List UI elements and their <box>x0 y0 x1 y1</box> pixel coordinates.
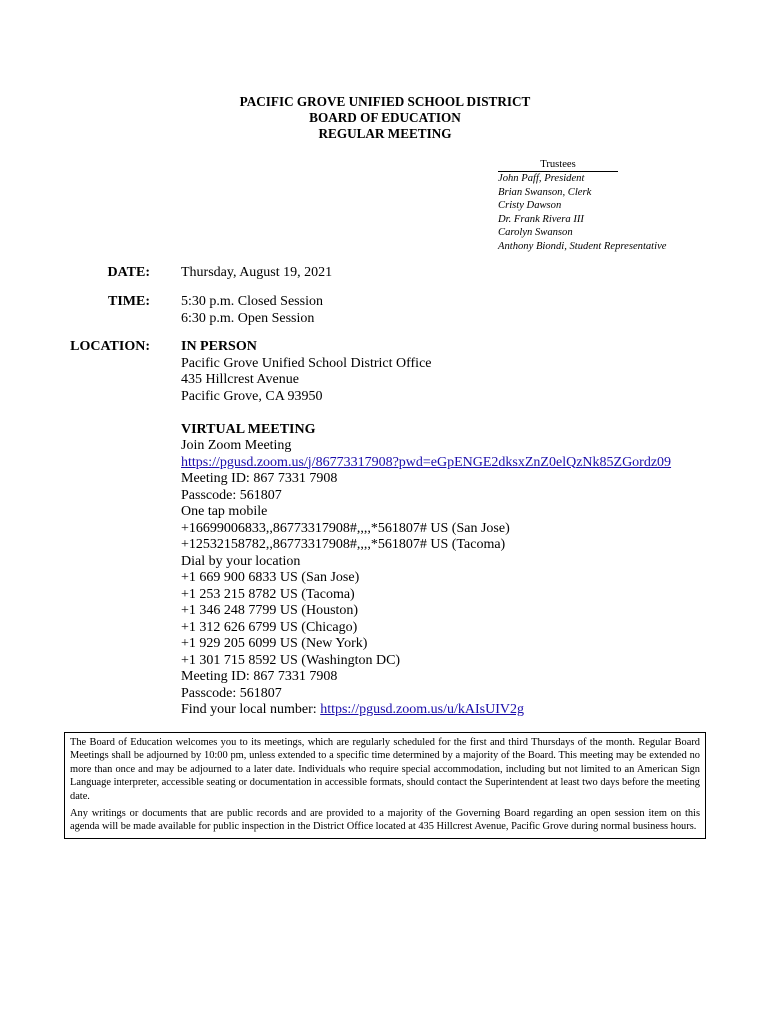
in-person-heading: IN PERSON <box>181 339 257 354</box>
passcode: Passcode: 561807 <box>181 685 282 701</box>
join-zoom-label: Join Zoom Meeting <box>181 438 292 453</box>
office-city: Pacific Grove, CA 93950 <box>181 388 323 404</box>
location-label: LOCATION: <box>70 339 150 354</box>
one-tap-label: One tap mobile <box>181 504 268 519</box>
notice-paragraph: Any writings or documents that are public records and are provided to a majority of the Governing Board regarding an open session item on this agenda will be made available for public inspection in the District Office located at 435 Hillcrest Avenue, Pacific Grove during normal business hours. <box>70 808 700 833</box>
local-number-link[interactable]: https://pgusd.zoom.us/u/kAIsUIV2g <box>320 702 524 717</box>
meeting-id: Meeting ID: 867 7331 7908 <box>181 471 338 486</box>
dial-number: +1 669 900 6833 US (San Jose) <box>181 570 360 585</box>
virtual-meeting-heading: VIRTUAL MEETING <box>181 421 316 437</box>
date-value <box>181 265 741 282</box>
dial-number: +1 312 626 6799 US (Chicago) <box>181 619 358 635</box>
dial-number: +1 929 205 6099 US (New York) <box>181 636 368 651</box>
passcode: Passcode: 561807 <box>181 487 282 503</box>
one-tap-number: +12532158782,,86773317908#,,,,*561807# US (Tacoma) <box>181 537 506 552</box>
dial-number: +1 253 215 8782 US (Tacoma) <box>181 586 355 602</box>
trustee-name: Brian Swanson, Clerk <box>498 186 592 198</box>
trustees-heading: Trustees <box>498 158 618 172</box>
trustee-name: Anthony Biondi, Student Representative <box>498 240 667 252</box>
location-value <box>181 339 741 719</box>
trustee-name: Carolyn Swanson <box>498 227 573 239</box>
district-name: PACIFIC GROVE UNIFIED SCHOOL DISTRICT <box>239 94 531 109</box>
date-label: DATE: <box>107 265 150 280</box>
document-header <box>0 94 770 142</box>
zoom-meeting-link[interactable]: https://pgusd.zoom.us/j/86773317908?pwd=eGpENGE2dksxZnZ0elQzNk85ZGordz09 <box>181 454 672 470</box>
time-label: TIME: <box>108 294 150 309</box>
meeting-id: Meeting ID: 867 7331 7908 <box>181 669 338 684</box>
board-name: BOARD OF EDUCATION <box>309 110 461 125</box>
trustee-name: John Paff, President <box>498 173 585 184</box>
trustees-block <box>498 158 698 254</box>
meeting-type: REGULAR MEETING <box>318 126 452 141</box>
open-session-time: 6:30 p.m. Open Session <box>181 310 315 326</box>
time-value <box>181 294 741 327</box>
notice-box <box>64 732 706 839</box>
notice-paragraph: The Board of Education welcomes you to its meetings, which are regularly scheduled for the first and third Thursdays of the month. Regular Board Meetings shall be adjourned by 10:00 pm, unless extended to a specific time determined by a majority of the Board. This meeting may be extended no more than once and may be adjourned to a later date. Individuals who require special accommodation, including but not limited to an American Sign Language interpreter, accessible seating or documentation in accessible formats, should contact the Superintendent at least two days before the meeting date. <box>70 737 700 802</box>
dial-number: +1 301 715 8592 US (Washington DC) <box>181 652 401 668</box>
office-name: Pacific Grove Unified School District Office <box>181 355 432 371</box>
meeting-date: Thursday, August 19, 2021 <box>181 265 333 280</box>
dial-number: +1 346 248 7799 US (Houston) <box>181 603 359 618</box>
trustee-name: Dr. Frank Rivera III <box>498 213 584 225</box>
local-number-label: Find your local number: <box>181 702 321 717</box>
closed-session-time: 5:30 p.m. Closed Session <box>181 294 323 309</box>
local-number-line <box>181 702 741 719</box>
trustee-name: Cristy Dawson <box>498 200 562 212</box>
one-tap-number: +16699006833,,86773317908#,,,,*561807# US (San Jose) <box>181 520 510 536</box>
dial-by-location-label: Dial by your location <box>181 553 301 569</box>
office-street: 435 Hillcrest Avenue <box>181 372 299 387</box>
